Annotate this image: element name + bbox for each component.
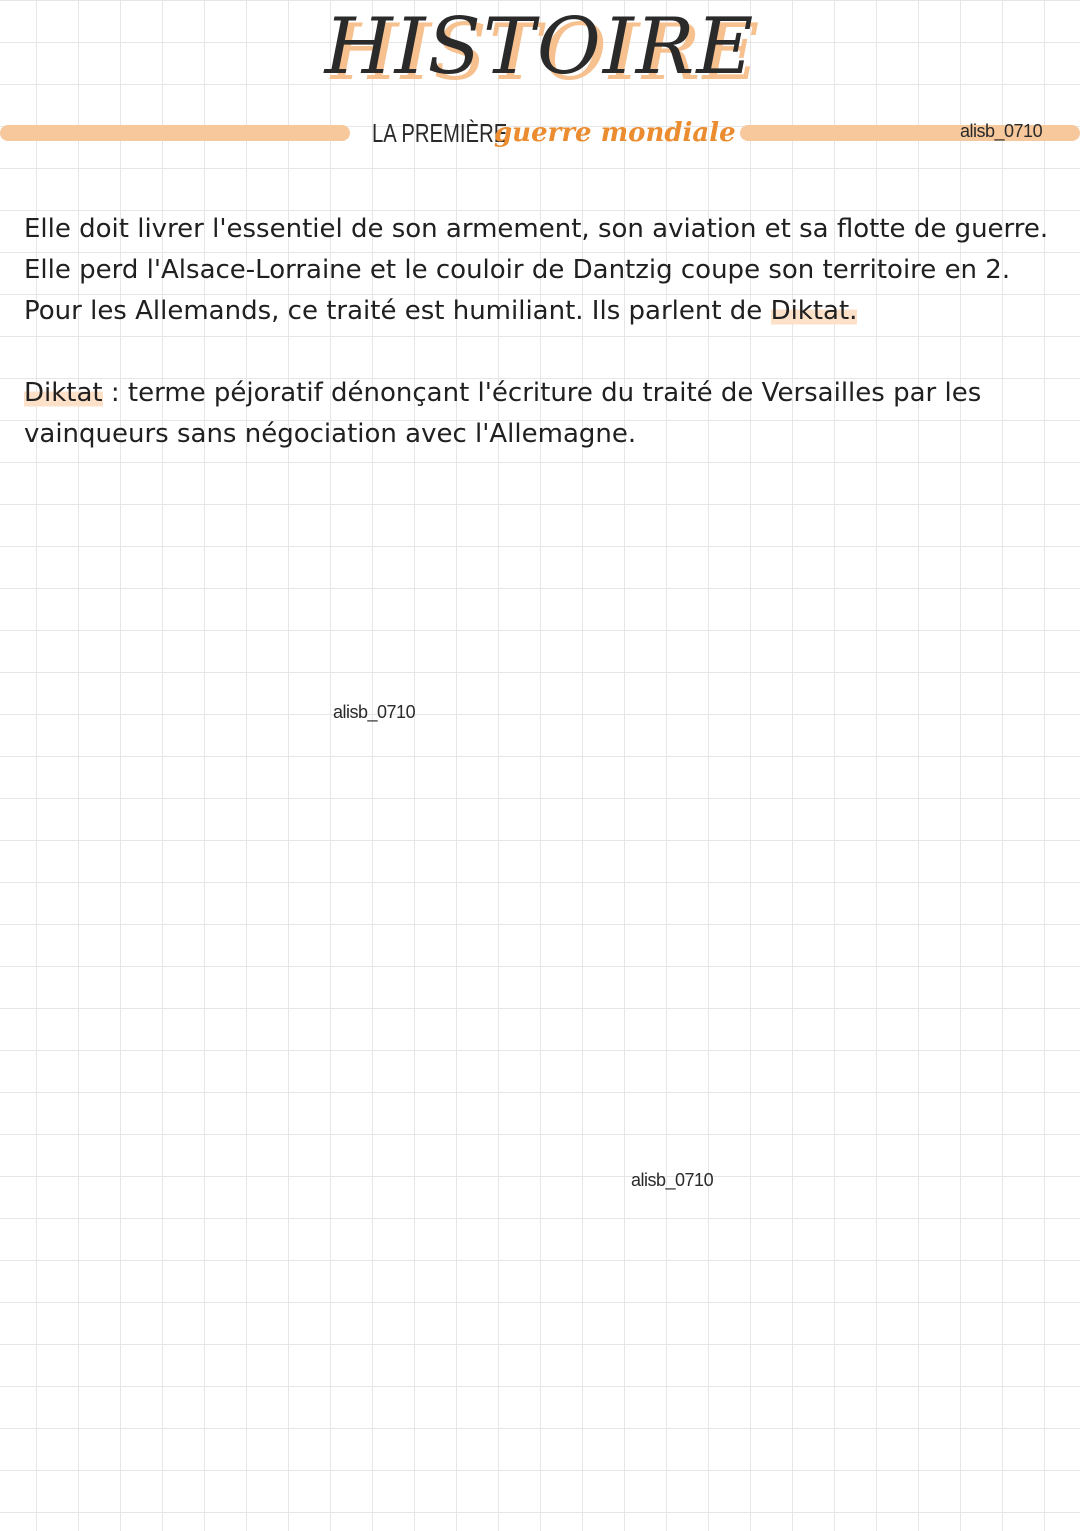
definition-diktat [24,373,1064,455]
page-title: HISTOIRE [324,2,756,92]
paragraph-line [24,291,1064,332]
author-handle: alisb_0710 [960,121,1043,141]
definition-line [24,373,1064,414]
title-wrap [0,2,1080,92]
page-subtitle [372,118,736,149]
highlighted-term: Diktat. [770,296,858,326]
paragraph-line: Elle doit livrer l'essentiel de son armement, son aviation et sa flotte de guerre. [24,214,1049,244]
watermark-middle: alisb_0710 [333,702,416,722]
watermark-lower: alisb_0710 [631,1170,714,1190]
definition-text: : terme péjoratif dénonçant l'écriture du traité de Versailles par les [102,378,982,408]
paragraph-consequences [24,209,1064,332]
definition-line: vainqueurs sans négociation avec l'Allemagne. [24,419,637,449]
subtitle-script: guerre mondiale [494,118,736,148]
paragraph-line-text: Pour les Allemands, ce traité est humiliant. Ils parlent de [24,296,771,326]
subtitle-plain: LA PREMIÈRE [372,118,508,148]
header-band-left [0,125,350,141]
definition-term: Diktat [24,378,103,408]
paragraph-line: Elle perd l'Alsace-Lorraine et le couloir de Dantzig coupe son territoire en 2. [24,255,1011,285]
